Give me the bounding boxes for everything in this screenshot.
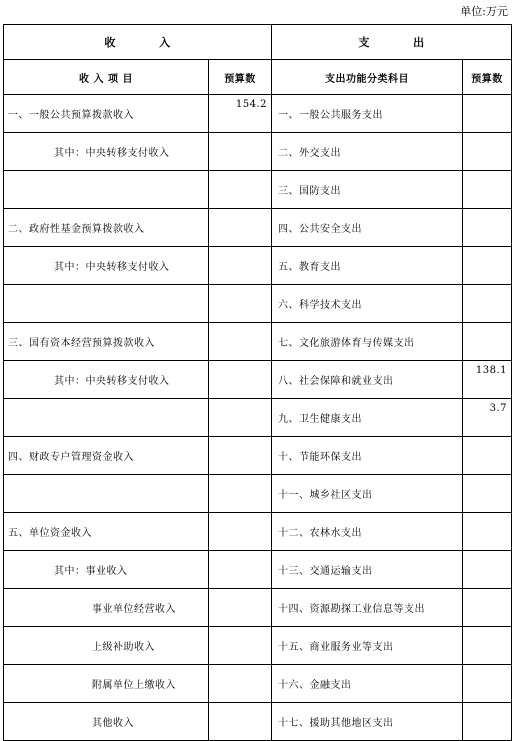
table-row [4, 323, 512, 361]
expenditure-item-header: 支出功能分类科目 [272, 60, 463, 95]
income-item-cell [4, 285, 209, 323]
income-item-cell [4, 171, 209, 209]
income-section-header: 收 入 [4, 25, 272, 60]
expenditure-item-cell: 十七、援助其他地区支出 [272, 703, 463, 741]
unit-label: 单位:万元 [460, 5, 508, 18]
expenditure-item-cell: 十四、资源勘探工业信息等支出 [272, 589, 463, 627]
expenditure-item-cell: 六、科学技术支出 [272, 285, 463, 323]
income-amount-cell [209, 133, 272, 171]
income-amount-cell [209, 513, 272, 551]
expenditure-section-header: 支 出 [272, 25, 512, 60]
income-amount-cell [209, 665, 272, 703]
table-row [4, 513, 512, 551]
expenditure-item-cell: 十五、商业服务业等支出 [272, 627, 463, 665]
expenditure-amount-cell [463, 703, 512, 741]
expenditure-amount-cell [463, 209, 512, 247]
income-amount-cell [209, 323, 272, 361]
table-row [4, 209, 512, 247]
expenditure-item-cell: 二、外交支出 [272, 133, 463, 171]
table-row [4, 551, 512, 589]
table-row [4, 589, 512, 627]
expenditure-amount-cell: 138.1 [463, 361, 512, 399]
table-row [4, 285, 512, 323]
expenditure-amount-cell [463, 133, 512, 171]
income-amount-cell [209, 209, 272, 247]
income-item-cell: 其中：事业收入 [4, 551, 209, 589]
income-item-cell: 事业单位经营收入 [4, 589, 209, 627]
income-item-cell [4, 399, 209, 437]
expenditure-item-cell: 九、卫生健康支出 [272, 399, 463, 437]
expenditure-item-cell: 十二、农林水支出 [272, 513, 463, 551]
income-amount-cell [209, 399, 272, 437]
expenditure-amount-cell [463, 589, 512, 627]
expenditure-item-cell: 四、公共安全支出 [272, 209, 463, 247]
income-amount-cell [209, 475, 272, 513]
income-item-cell: 四、财政专户管理资金收入 [4, 437, 209, 475]
expenditure-amount-cell [463, 475, 512, 513]
expenditure-item-cell: 八、社会保障和就业支出 [272, 361, 463, 399]
income-item-cell [4, 475, 209, 513]
income-amount-cell: 154.2 [209, 95, 272, 133]
expenditure-amount-cell [463, 171, 512, 209]
table-row [4, 627, 512, 665]
expenditure-item-cell: 十六、金融支出 [272, 665, 463, 703]
income-item-cell: 其中：中央转移支付收入 [4, 361, 209, 399]
expenditure-item-cell: 十、节能环保支出 [272, 437, 463, 475]
expenditure-item-cell: 三、国防支出 [272, 171, 463, 209]
income-item-cell: 三、国有资本经营预算拨款收入 [4, 323, 209, 361]
income-amount-cell [209, 285, 272, 323]
table-row [4, 399, 512, 437]
expenditure-amount-cell [463, 665, 512, 703]
income-item-cell: 五、单位资金收入 [4, 513, 209, 551]
budget-table-body [4, 25, 512, 741]
column-header-row [4, 60, 512, 95]
income-item-cell: 附属单位上缴收入 [4, 665, 209, 703]
table-row [4, 247, 512, 285]
table-row [4, 665, 512, 703]
section-header-row [4, 25, 512, 60]
income-amount-cell [209, 361, 272, 399]
income-amount-cell [209, 247, 272, 285]
income-budget-header: 预算数 [209, 60, 272, 95]
expenditure-amount-cell [463, 247, 512, 285]
income-amount-cell [209, 437, 272, 475]
income-amount-cell [209, 551, 272, 589]
expenditure-item-cell: 十一、城乡社区支出 [272, 475, 463, 513]
income-amount-cell [209, 703, 272, 741]
income-item-cell: 一、一般公共预算拨款收入 [4, 95, 209, 133]
expenditure-amount-cell [463, 323, 512, 361]
expenditure-item-cell: 七、文化旅游体育与传媒支出 [272, 323, 463, 361]
expenditure-amount-cell: 3.7 [463, 399, 512, 437]
expenditure-item-cell: 一、一般公共服务支出 [272, 95, 463, 133]
table-row [4, 95, 512, 133]
expenditure-amount-cell [463, 285, 512, 323]
table-row [4, 171, 512, 209]
expenditure-item-cell: 十三、交通运输支出 [272, 551, 463, 589]
table-row [4, 475, 512, 513]
table-row [4, 361, 512, 399]
income-item-cell: 其中：中央转移支付收入 [4, 247, 209, 285]
table-row [4, 437, 512, 475]
expenditure-amount-cell [463, 551, 512, 589]
budget-table [3, 24, 512, 741]
expenditure-budget-header: 预算数 [463, 60, 512, 95]
table-row [4, 133, 512, 171]
expenditure-amount-cell [463, 627, 512, 665]
expenditure-item-cell: 五、教育支出 [272, 247, 463, 285]
income-item-header: 收 入 项 目 [4, 60, 209, 95]
income-item-cell: 其他收入 [4, 703, 209, 741]
expenditure-amount-cell [463, 437, 512, 475]
table-row [4, 703, 512, 741]
income-amount-cell [209, 171, 272, 209]
income-item-cell: 上级补助收入 [4, 627, 209, 665]
expenditure-amount-cell [463, 95, 512, 133]
income-amount-cell [209, 589, 272, 627]
income-item-cell: 二、政府性基金预算拨款收入 [4, 209, 209, 247]
income-item-cell: 其中：中央转移支付收入 [4, 133, 209, 171]
income-amount-cell [209, 627, 272, 665]
expenditure-amount-cell [463, 513, 512, 551]
